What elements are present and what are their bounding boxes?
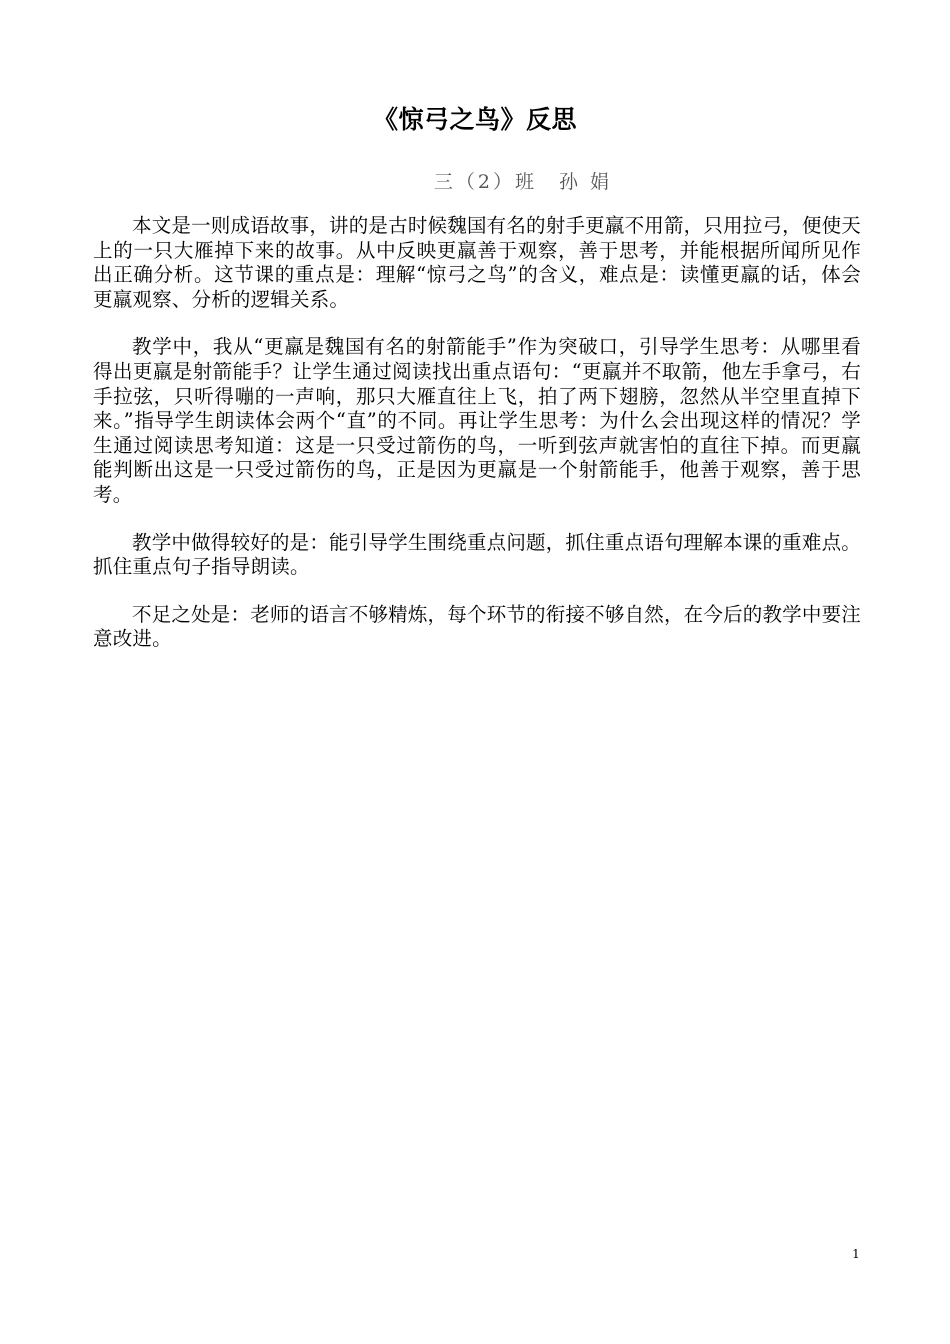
- paragraph-teaching-process: 教学中，我从“更羸是魏国有名的射箭能手”作为突破口，引导学生思考：从哪里看得出更羸是射箭能手？让学生通过阅读找出重点语句：“更羸并不取箭，他左手拿弓，右手拉弦，只听得嘣的一声响，那只大雁直往上飞，拍了两下翅膀，忽然从半空里直掉下来。”指导学生朗读体会两个“直”的不同。再让学生思考：为什么会出现这样的情况？学生通过阅读思考知道：这是一只受过箭伤的鸟，一听到弦声就害怕的直往下掉。而更羸能判断出这是一只受过箭伤的鸟，正是因为更羸是一个射箭能手，他善于观察，善于思考。: [93, 335, 861, 506]
- page-number: 1: [852, 1247, 860, 1261]
- paragraph-strengths: 教学中做得较好的是：能引导学生围绕重点问题，抓住重点语句理解本课的重难点。抓住重点句子指导朗读。: [93, 530, 861, 579]
- byline: [0, 168, 950, 196]
- paragraph-shortcomings: 不足之处是：老师的语言不够精炼，每个环节的衔接不够自然，在今后的教学中要注意改进。: [93, 602, 861, 651]
- body-text: [93, 214, 861, 675]
- paragraph-intro: 本文是一则成语故事，讲的是古时候魏国有名的射手更羸不用箭，只用拉弓，便使天上的一只大雁掉下来的故事。从中反映更羸善于观察，善于思考，并能根据所闻所见作出正确分析。这节课的重点是：理解“惊弓之鸟”的含义，难点是：读懂更羸的话，体会更羸观察、分析的逻辑关系。: [93, 214, 861, 311]
- page-title: 《惊弓之鸟》反思: [372, 105, 577, 134]
- author-name: 孙 娟: [559, 171, 613, 193]
- class-name: 三（2）班: [433, 171, 538, 193]
